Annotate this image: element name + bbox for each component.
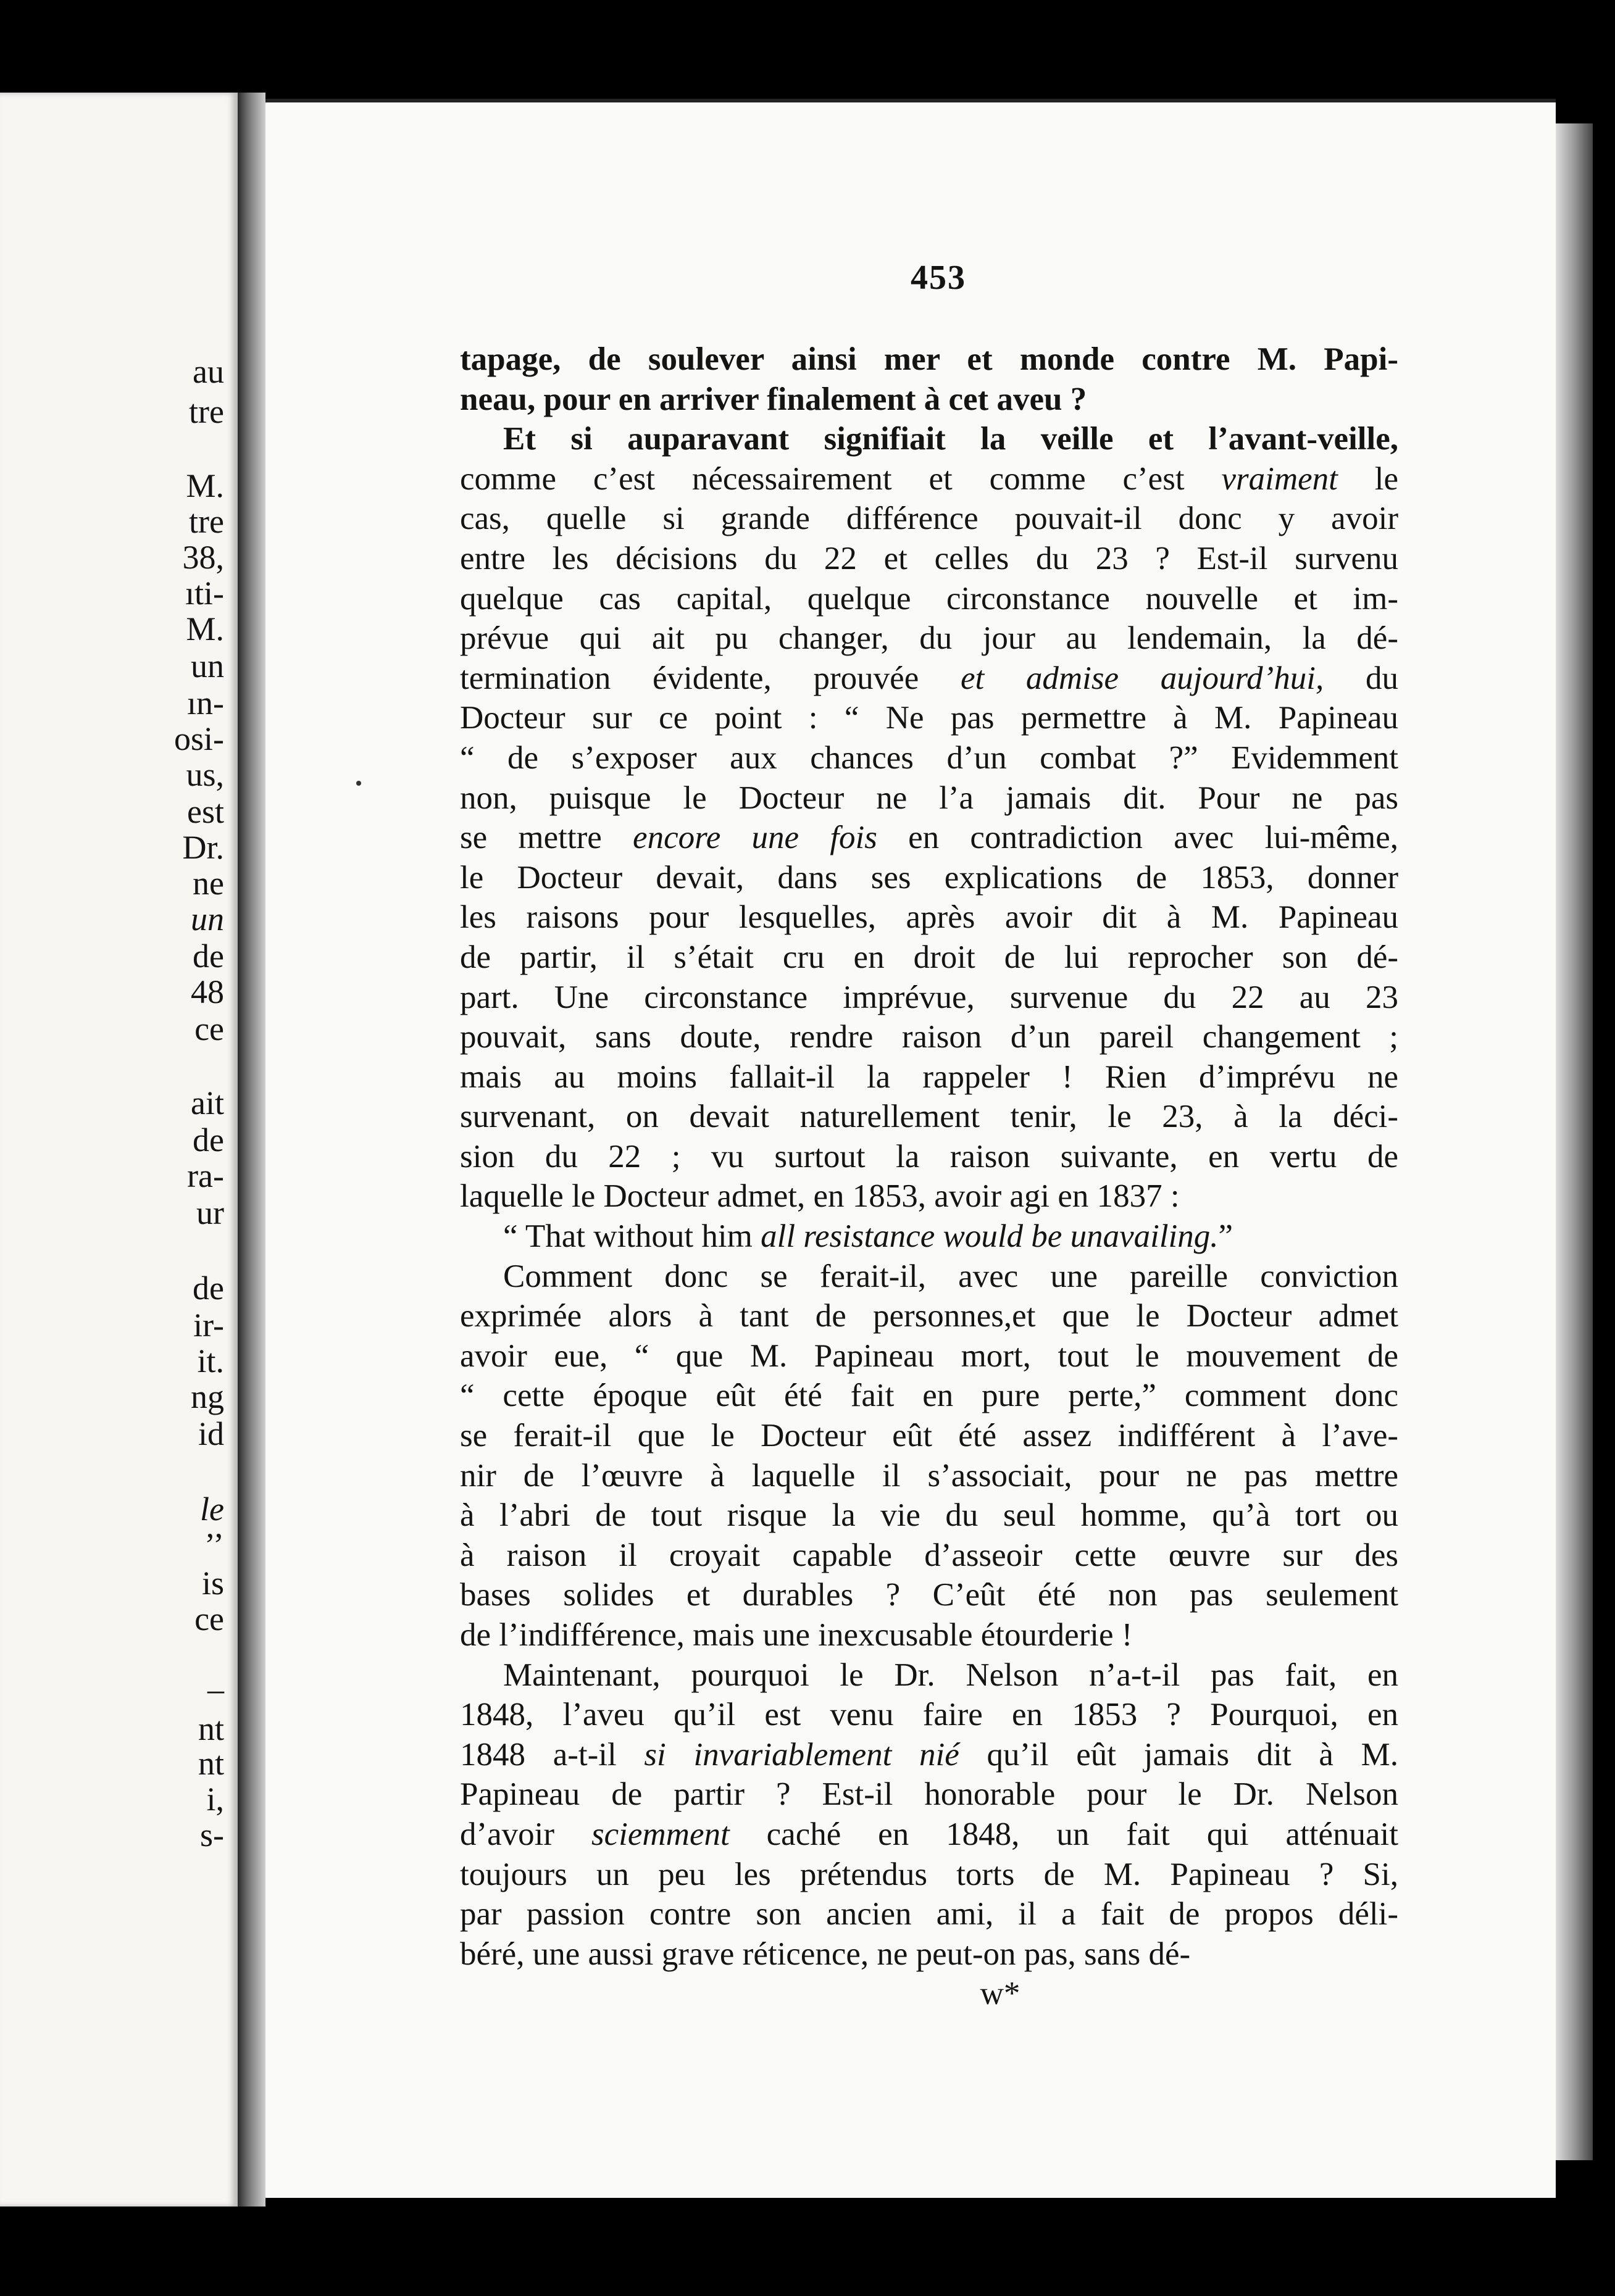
left-page-fragment: ng — [191, 1378, 224, 1415]
text-line — [460, 419, 1398, 459]
body-text — [460, 339, 1398, 2014]
left-page-fragment: M. — [186, 610, 224, 647]
left-page-fragment: i, — [206, 1781, 224, 1818]
text-span: de l’indifférence, mais une inexcusable étourderie ! — [460, 1617, 1133, 1653]
text-line — [460, 1336, 1398, 1376]
left-page-fragment: is — [201, 1565, 224, 1602]
left-page-fragment: it. — [197, 1342, 224, 1379]
left-page-fragment: us, — [186, 756, 224, 793]
left-page-fragment: ir- — [193, 1307, 224, 1344]
left-page-fragment: est — [187, 793, 224, 830]
text-line — [460, 1296, 1398, 1336]
text-span: par passion contre son ancien ami, il a fait de propos déli- — [460, 1896, 1398, 1932]
text-span: tapage, de soulever ainsi mer et monde contre M. Papi- — [460, 341, 1398, 377]
text-span: bases solides et durables ? C’eût été non pas seulement — [460, 1577, 1398, 1613]
page-stack-edge — [1556, 123, 1593, 2160]
left-page-fragment: ce — [194, 1600, 224, 1637]
text-span: quelque cas capital, quelque circonstance nouvelle et im- — [460, 580, 1398, 617]
text-span: exprimée alors à tant de personnes,et que le Docteur admet — [460, 1298, 1398, 1334]
text-span: du — [1324, 660, 1398, 696]
text-span: “ cette époque eût été fait en pure perte,” comment donc — [460, 1378, 1398, 1414]
left-page-fragment: le — [200, 1491, 224, 1528]
text-span: comme c’est nécessairement et comme c’est — [460, 460, 1222, 497]
text-span: caché en 1848, un fait qui atténuait — [729, 1816, 1398, 1852]
text-span: non, puisque le Docteur ne l’a jamais dit. Pour ne pas — [460, 780, 1398, 816]
italic-span: encore une fois — [633, 820, 877, 856]
text-span: ” — [1218, 1218, 1233, 1255]
text-span: Docteur sur ce point : “ Ne pas permettre à M. Papineau — [460, 700, 1398, 736]
text-span: 1848 a-t-il — [460, 1736, 645, 1773]
left-page-fragment: ra- — [187, 1157, 224, 1194]
left-page-fragment: osi- — [174, 720, 224, 757]
text-span: toujours un peu les prétendus torts de M. Papineau ? Si, — [460, 1856, 1398, 1892]
text-span: à l’abri de tout risque la vie du seul homme, qu’à tort ou — [460, 1497, 1398, 1534]
text-line — [460, 1416, 1398, 1456]
text-line — [460, 1655, 1398, 1695]
book-gutter — [238, 93, 265, 2207]
text-span: Maintenant, pourquoi le Dr. Nelson n’a-t-il pas fait, en — [503, 1657, 1398, 1693]
left-page-fragment: de — [193, 938, 224, 975]
text-span: nir de l’œuvre à laquelle il s’associait, pour ne pas mettre — [460, 1457, 1398, 1494]
text-span: avoir eue, “ que M. Papineau mort, tout le mouvement de — [460, 1337, 1398, 1374]
signature-mark: w* — [980, 1976, 1020, 2012]
left-page-fragment: tre — [189, 503, 224, 540]
text-line — [460, 1057, 1398, 1097]
italic-span: all resistance would be unavailing. — [761, 1218, 1219, 1255]
text-span: termination évidente, prouvée — [460, 660, 961, 696]
left-page-fragment: s- — [200, 1816, 224, 1853]
text-span: entre les décisions du 22 et celles du 23 ? Est-il survenu — [460, 540, 1398, 576]
text-span: neau, pour en arriver finalement à cet aveu ? — [460, 381, 1087, 417]
left-page-fragment: de — [193, 1270, 224, 1307]
text-line — [460, 778, 1398, 818]
text-span: béré, une aussi grave réticence, ne peut-on pas, sans dé- — [460, 1936, 1191, 1972]
text-line — [460, 1695, 1398, 1735]
text-line — [460, 1217, 1398, 1257]
text-line — [460, 698, 1398, 738]
text-line — [460, 1176, 1398, 1217]
text-line — [460, 1376, 1398, 1416]
scan-background — [0, 0, 1615, 99]
text-line — [460, 1456, 1398, 1496]
text-line — [460, 1894, 1398, 1934]
text-span: survenant, on devait naturellement tenir, le 23, à la déci- — [460, 1099, 1398, 1135]
left-page-fragment: de — [193, 1121, 224, 1158]
left-page-fragment: nt — [198, 1710, 224, 1747]
left-page-margin — [0, 93, 238, 2207]
left-page-fragment: ıti- — [185, 575, 224, 612]
text-span: mais au moins fallait-il la rappeler ! Rien d’imprévu ne — [460, 1059, 1398, 1095]
text-span: à raison il croyait capable d’asseoir cette œuvre sur des — [460, 1537, 1398, 1573]
page-number: 453 — [911, 259, 966, 297]
text-span: se mettre — [460, 820, 633, 856]
text-span: “ That without him — [503, 1218, 761, 1255]
text-span: le — [1337, 460, 1399, 497]
text-line — [460, 978, 1398, 1018]
ink-speck — [356, 781, 361, 786]
left-page-fragment: ne — [193, 865, 224, 902]
text-span: sion du 22 ; vu surtout la raison suivante, en vertu de — [460, 1138, 1398, 1175]
text-line — [460, 1934, 1398, 1974]
text-span: qu’il eût jamais dit à M. — [959, 1736, 1399, 1773]
text-line — [460, 499, 1398, 539]
text-span: se ferait-il que le Docteur eût été assez indifférent à l’ave- — [460, 1418, 1398, 1454]
text-span: de partir, il s’était cru en droit de lui reprocher son dé- — [460, 939, 1398, 975]
text-span: en contradiction avec lui-même, — [877, 820, 1398, 856]
left-page-fragment: nt — [198, 1745, 224, 1782]
text-line — [460, 897, 1398, 938]
text-span: d’avoir — [460, 1816, 591, 1852]
text-line — [460, 1257, 1398, 1297]
italic-span: vraiment — [1221, 460, 1338, 497]
left-page-fragment: un — [191, 647, 224, 684]
left-page-fragment: tre — [189, 393, 224, 430]
text-line — [460, 1855, 1398, 1895]
text-span: Comment donc se ferait-il, avec une pareille conviction — [503, 1258, 1398, 1294]
left-page-fragment: ce — [194, 1010, 224, 1047]
left-page-fragment: id — [198, 1415, 224, 1452]
italic-span: si invariablement nié — [644, 1736, 959, 1773]
text-span: 1848, l’aveu qu’il est venu faire en 1853 ? Pourquoi, en — [460, 1697, 1398, 1733]
text-span: pouvait, sans doute, rendre raison d’un pareil changement ; — [460, 1019, 1398, 1055]
left-page-fragment: au — [193, 353, 224, 390]
text-span: part. Une circonstance imprévue, survenue du 22 au 23 — [460, 979, 1398, 1015]
text-line — [460, 380, 1398, 420]
left-page-fragment: 38, — [182, 539, 224, 576]
left-page-fragment: ait — [191, 1084, 224, 1121]
text-line — [460, 738, 1398, 778]
text-line — [460, 339, 1398, 380]
text-line — [460, 1615, 1398, 1655]
left-page-fragment: un — [191, 901, 224, 938]
text-line — [460, 818, 1398, 858]
text-line — [460, 1017, 1398, 1057]
left-page-fragment: Dr. — [182, 829, 224, 866]
text-line — [460, 1137, 1398, 1177]
text-line — [460, 1815, 1398, 1855]
text-line — [460, 1774, 1398, 1815]
left-page-fragment: ’’ — [204, 1526, 224, 1563]
text-span: les raisons pour lesquelles, après avoir dit à M. Papineau — [460, 899, 1398, 936]
text-span: Papineau de partir ? Est-il honorable pour le Dr. Nelson — [460, 1776, 1398, 1813]
left-page-fragment: 48 — [191, 973, 224, 1010]
text-line — [460, 858, 1398, 898]
text-line — [460, 938, 1398, 978]
text-line — [460, 618, 1398, 659]
italic-span: sciemment — [591, 1816, 730, 1852]
italic-span: et admise aujourd’hui, — [960, 660, 1324, 696]
text-line — [460, 1495, 1398, 1536]
text-line — [460, 1097, 1398, 1137]
text-line — [460, 1536, 1398, 1576]
left-page-fragment: M. — [186, 467, 224, 504]
text-line — [460, 1575, 1398, 1615]
text-span: cas, quelle si grande différence pouvait-il donc y avoir — [460, 501, 1398, 537]
left-page-fragment: ın- — [187, 684, 224, 722]
text-line — [460, 459, 1398, 499]
left-page-fragment: – — [207, 1671, 224, 1708]
text-line — [460, 579, 1398, 619]
text-line — [460, 659, 1398, 699]
left-page-fragment: ur — [196, 1194, 224, 1231]
text-line — [460, 539, 1398, 579]
text-span: laquelle le Docteur admet, en 1853, avoir agi en 1837 : — [460, 1178, 1180, 1215]
text-span: Et si auparavant signifiait la veille et l’avant-veille, — [503, 421, 1398, 457]
text-span: “ de s’exposer aux chances d’un combat ?” Evidemment — [460, 739, 1398, 776]
text-span: prévue qui ait pu changer, du jour au lendemain, la dé- — [460, 620, 1398, 657]
text-span: le Docteur devait, dans ses explications de 1853, donner — [460, 859, 1398, 896]
text-line — [460, 1735, 1398, 1775]
